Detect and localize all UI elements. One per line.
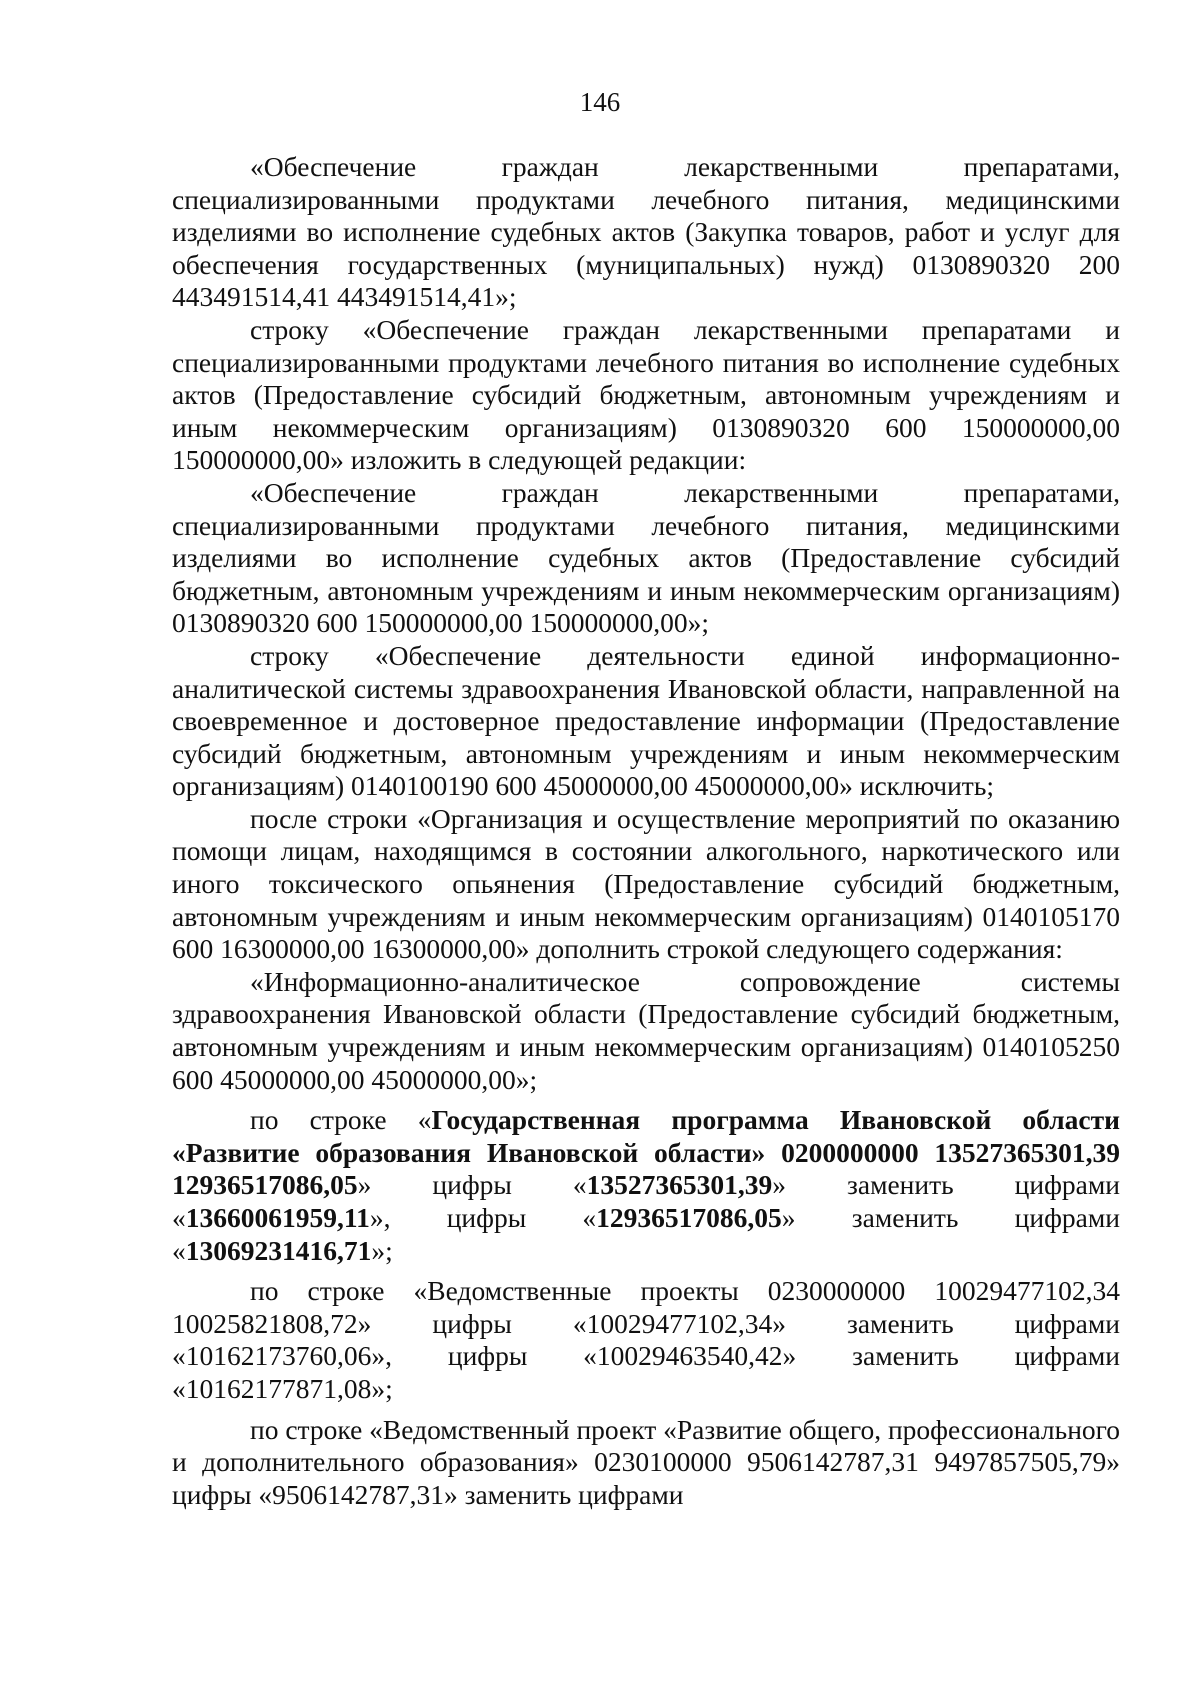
text-run: «Обеспечение граждан лекарственными препаратами, специализированными продуктами лечебного питания, медицинскими изделиями во исполнение судебных актов (Закупка товаров, работ и услуг для обеспечения государственных (муниципальных) нужд) 0130890320 200 443491514,41 443491514,41»; bbox=[172, 151, 1120, 313]
text-run: строку «Обеспечение граждан лекарственными препаратами и специализированными продуктами лечебного питания во исполнение судебных актов (Предоставление субсидий бюджетным, автономным учреждениям и иным некоммерческим организациям) 0130890320 600 150000000,00 150000000,00» изложить в следующей редакции: bbox=[172, 313, 1120, 476]
text-run: строку «Обеспечение деятельности единой информационно-аналитической системы здравоохранения Ивановской области, направленной на своевременное и достоверное предоставление информации (Предоставление субсидий бюджетным, автономным учреждениям и иным некоммерческим организациям) 0140100190 600 45000000,00 45000000,00» исключить; bbox=[172, 639, 1120, 802]
bold-text-run: 13527365301,39 bbox=[586, 1169, 773, 1201]
text-run: » цифры « bbox=[357, 1169, 587, 1201]
text-run: после строки «Организация и осуществление мероприятий по оказанию помощи лицам, находящимся в состоянии алкогольного, наркотического или иного токсического опьянения (Предоставление субсидий бюджетным, автономным учреждениям и иным некоммерческим организациям) 0140105170 600 16300000,00 16300000,00» дополнить строкой следующего содержания: bbox=[172, 802, 1120, 965]
text-run: «Информационно-аналитическое сопровождение системы здравоохранения Ивановской области (Предоставление субсидий бюджетным, автономным учреждениям и иным некоммерческим организациям) 0140105250 600 45000000,00 45000000,00»; bbox=[172, 965, 1120, 1095]
paragraph bbox=[172, 477, 1120, 640]
text-run: »; bbox=[371, 1234, 393, 1266]
bold-text-run: Государственная программа Ивановской области «Развитие образования Ивановской области» 0200000000 13527365301,39 12936517086,05 bbox=[172, 1104, 1120, 1201]
text-run: », цифры « bbox=[369, 1202, 597, 1233]
paragraph bbox=[172, 803, 1120, 966]
bold-text-run: 13069231416,71 bbox=[185, 1234, 372, 1266]
text-run: по строке «Ведомственные проекты 0230000000 10029477102,34 10025821808,72» цифры «10029477102,34» заменить цифрами «10162173760,06», цифры «10029463540,42» заменить цифрами «10162177871,08»; bbox=[172, 1275, 1120, 1404]
page-number: 146 bbox=[579, 87, 621, 117]
text-run: » заменить цифрами « bbox=[172, 1169, 1121, 1233]
document-body bbox=[172, 151, 1120, 1511]
paragraph bbox=[172, 1414, 1120, 1512]
paragraph bbox=[172, 640, 1120, 803]
paragraph bbox=[172, 1104, 1120, 1267]
paragraph bbox=[172, 966, 1120, 1096]
text-run: » заменить цифрами « bbox=[172, 1202, 1120, 1266]
paragraph bbox=[172, 314, 1120, 477]
paragraph bbox=[172, 1275, 1120, 1405]
bold-text-run: 13660061959,11 bbox=[185, 1202, 370, 1233]
paragraph bbox=[172, 151, 1120, 314]
text-run: «Обеспечение граждан лекарственными препаратами, специализированными продуктами лечебного питания, медицинскими изделиями во исполнение судебных актов (Предоставление субсидий бюджетным, автономным учреждениям и иным некоммерческим организациям) 0130890320 600 150000000,00 150000000,00»; bbox=[172, 476, 1120, 639]
text-run: по строке « bbox=[250, 1104, 432, 1136]
bold-text-run: 12936517086,05 bbox=[596, 1202, 782, 1233]
text-run: по строке «Ведомственный проект «Развитие общего, профессионального и дополнительного образования» 0230100000 9506142787,31 9497857505,79» цифры «9506142787,31» заменить цифрами bbox=[172, 1413, 1121, 1510]
